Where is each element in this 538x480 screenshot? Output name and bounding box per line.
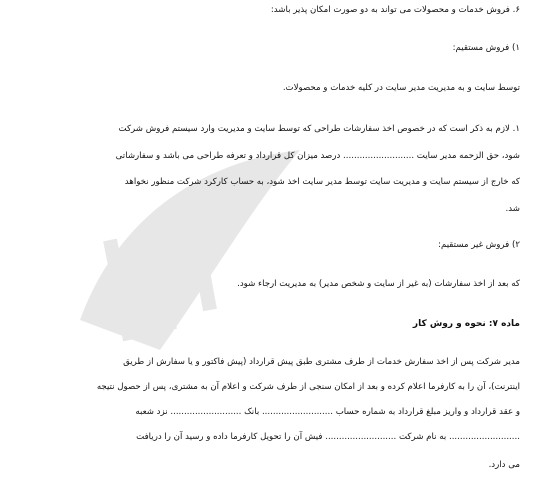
direct-sales-text: توسط سایت و به مدیریت مدیر سایت در کلیه خدمات و محصولات. <box>282 83 520 93</box>
article-7-line-5: می دارد. <box>488 460 520 470</box>
indirect-sales-text: که بعد از اخذ سفارشات (به غیر از سایت و شخص مدیر) به مدیریت ارجاء شود. <box>237 279 520 289</box>
direct-sales-heading: ۱) فروش مستقیم: <box>452 43 520 53</box>
note-1-line-4: شد. <box>505 204 520 214</box>
clause-6-intro: ۶. فروش خدمات و محصولات می تواند به دو صورت امکان پذیر باشد: <box>270 5 520 15</box>
article-7-heading: ماده ۷: نحوه و روش کار <box>412 319 520 329</box>
article-7-line-3: و عقد قرارداد و واریز مبلغ قرارداد به شماره حساب .......................... بانک .......................... نزد شعبه <box>135 407 520 417</box>
indirect-sales-heading: ۲) فروش غیر مستقیم: <box>438 240 520 250</box>
note-1-line-3: که خارج از سیستم سایت و مدیریت سایت توسط مدیر سایت اخذ شود، به حساب کارکرد شرکت منظور نخواهد <box>124 177 520 187</box>
article-7-line-1: مدیر شرکت پس از اخذ سفارش خدمات از طرف مشتری طبق پیش قرارداد (پیش فاکتور و یا سفارش از طریق <box>123 357 520 367</box>
note-1-line-1: ۱. لازم به ذکر است که در خصوص اخذ سفارشات طراحی که توسط سایت و مدیریت وارد سیستم فروش شرکت <box>118 124 520 134</box>
article-7-line-2: اینترنت)، آن را به کارفرما اعلام کرده و بعد از امکان سنجی از طرف شرکت و اعلام آن به مشتری، پس از حصول نتیجه <box>96 382 520 392</box>
article-7-line-4: .......................... به نام شرکت .......................... فیش آن را تحویل کارفرما داده و رسید آن را دریافت <box>136 432 520 442</box>
note-1-line-2: شود، حق الزحمه مدیر سایت .......................... درصد میزان کل قرارداد و تعرفه طراحی می باشد و سفارشاتی <box>115 151 520 161</box>
